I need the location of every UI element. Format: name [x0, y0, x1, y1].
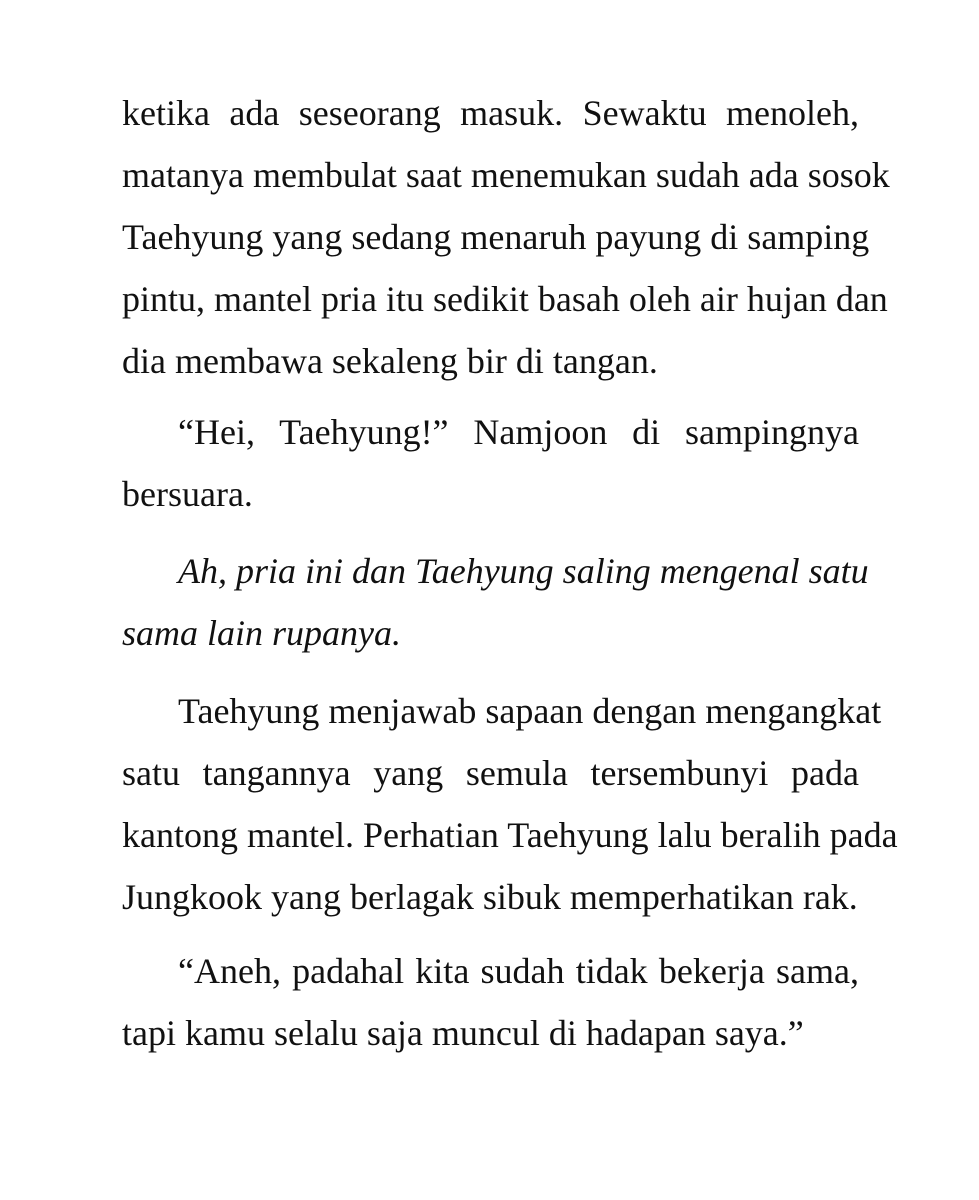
- text-line: Taehyung menjawab sapaan dengan mengangkat: [178, 691, 882, 731]
- text-line: “Aneh, padahal kita sudah tidak bekerja sama,: [178, 951, 859, 991]
- text-line: ketika ada seseorang masuk. Sewaktu menoleh,: [122, 93, 859, 133]
- text-line: satu tangannya yang semula tersembunyi pada: [122, 753, 859, 793]
- text-line: Jungkook yang berlagak sibuk memperhatikan rak.: [122, 877, 858, 917]
- text-line: sama lain rupanya.: [122, 613, 401, 653]
- text-line: tapi kamu selalu saja muncul di hadapan saya.”: [122, 1013, 804, 1053]
- text-line: pintu, mantel pria itu sedikit basah oleh air hujan dan: [122, 279, 888, 319]
- text-line: matanya membulat saat menemukan sudah ada sosok: [122, 155, 890, 195]
- text-line: bersuara.: [122, 474, 253, 514]
- text-line: Taehyung yang sedang menaruh payung di samping: [122, 217, 870, 257]
- text-line: “Hei, Taehyung!” Namjoon di sampingnya: [178, 412, 859, 452]
- text-line: dia membawa sekaleng bir di tangan.: [122, 341, 658, 381]
- text-line: Ah, pria ini dan Taehyung saling mengenal satu: [178, 551, 869, 591]
- text-line: kantong mantel. Perhatian Taehyung lalu beralih pada: [122, 815, 898, 855]
